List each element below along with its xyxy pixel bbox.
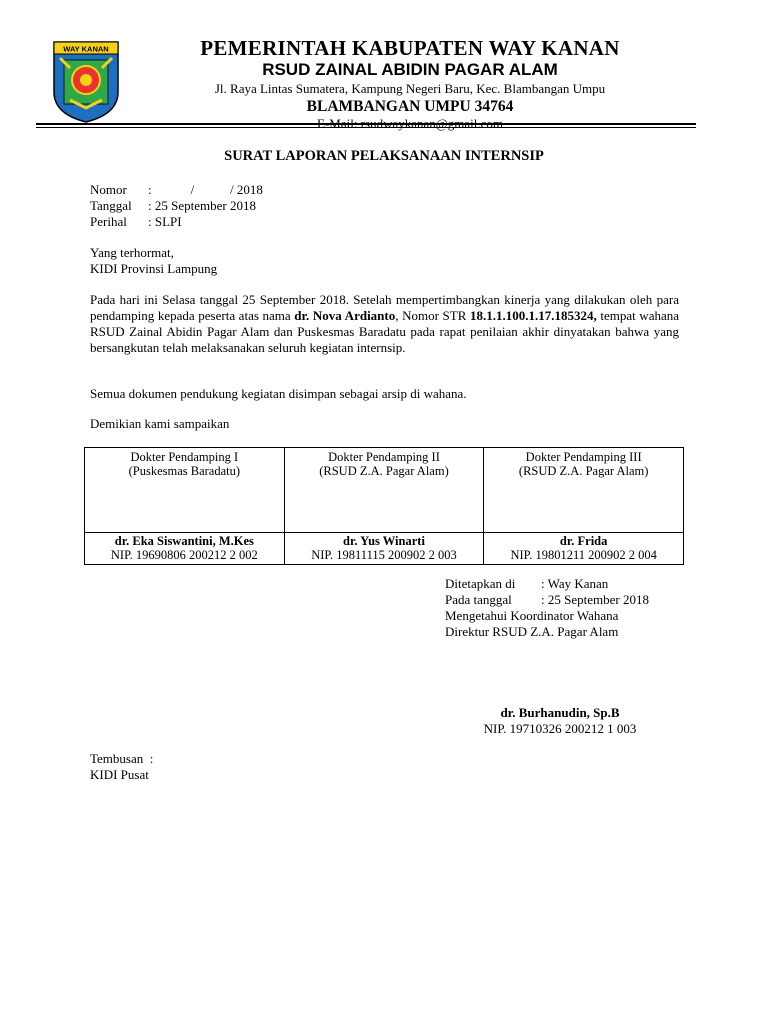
signatory-name-cell: dr. Yus Winarti NIP. 19811115 200902 2 003: [284, 533, 484, 565]
signatory-name-cell: dr. Eka Siswantini, M.Kes NIP. 19690806 200212 2 002: [85, 533, 285, 565]
letterhead-hospital: RSUD ZAINAL ABIDIN PAGAR ALAM: [262, 60, 558, 79]
addressee-recipient: KIDI Provinsi Lampung: [90, 261, 218, 276]
letter-title: SURAT LAPORAN PELAKSANAAN INTERNSIP: [224, 148, 544, 164]
participant-name: dr. Nova Ardianto: [294, 308, 396, 323]
letterhead: [130, 36, 690, 132]
director-signature: [470, 705, 650, 737]
cc-label: Tembusan :: [90, 751, 154, 766]
letter-meta: [90, 182, 263, 230]
letterhead-email: E-Mail: rsudwaykanan@gmail.com: [317, 116, 503, 131]
body-paragraph-2: Semua dokumen pendukung kegiatan disimpan sebagai arsip di wahana.: [90, 386, 467, 401]
cc-block: [90, 751, 153, 783]
closing-block: [445, 576, 649, 640]
body-paragraph-1: Pada hari ini Selasa tanggal 25 September 2018. Setelah mempertimbangkan kinerja yang dilakukan oleh para pendamping kepada peserta atas nama dr. Nova Ardianto, Nomor STR 18.1.1.100.1.17.185324, tempat wahana RSUD Zainal Abidin Pagar Alam dan Puskesmas Baradatu pada rapat penilaian akhir dinyatakan bahwa yang bersangkutan telah melaksanakan seluruh kegiatan internsip.: [90, 292, 680, 355]
closing-direktur: Direktur RSUD Z.A. Pagar Alam: [445, 624, 619, 639]
signatory-name-cell: dr. Frida NIP. 19801211 200902 2 004: [484, 533, 684, 565]
body-paragraph-3: Demikian kami sampaikan: [90, 416, 230, 431]
signature-table: [84, 447, 684, 565]
way-kanan-crest-logo: [50, 38, 122, 124]
director-nip: NIP. 19710326 200212 1 003: [483, 721, 637, 736]
logo-text: WAY KANAN: [63, 44, 109, 54]
letterhead-rule-thin: [36, 127, 696, 128]
signatory-cell: Dokter Pendamping II (RSUD Z.A. Pagar Alam): [284, 448, 484, 533]
letterhead-government: PEMERINTAH KABUPATEN WAY KANAN: [200, 36, 620, 60]
cc-recipient: KIDI Pusat: [90, 767, 149, 782]
signatory-cell: Dokter Pendamping III (RSUD Z.A. Pagar Alam): [484, 448, 684, 533]
director-name: dr. Burhanudin, Sp.B: [500, 705, 620, 720]
closing-pada-tanggal: Pada tanggal : 25 September 2018: [445, 592, 649, 607]
addressee: [90, 245, 217, 277]
letterhead-address: Jl. Raya Lintas Sumatera, Kampung Negeri Baru, Kec. Blambangan Umpu: [214, 81, 606, 96]
meta-tanggal: Tanggal : 25 September 2018: [90, 198, 256, 213]
letterhead-rule-thick: [36, 123, 696, 125]
meta-perihal: Perihal : SLPI: [90, 214, 182, 229]
letterhead-city: BLAMBANGAN UMPU 34764: [306, 98, 514, 115]
closing-mengetahui: Mengetahui Koordinator Wahana: [445, 608, 619, 623]
signatory-cell: Dokter Pendamping I (Puskesmas Baradatu): [85, 448, 285, 533]
str-number: 18.1.1.100.1.17.185324,: [469, 308, 597, 323]
closing-ditetapkan: Ditetapkan di : Way Kanan: [445, 576, 609, 591]
addressee-greeting: Yang terhormat,: [90, 245, 174, 260]
meta-nomor: Nomor : / / 2018: [90, 182, 263, 197]
